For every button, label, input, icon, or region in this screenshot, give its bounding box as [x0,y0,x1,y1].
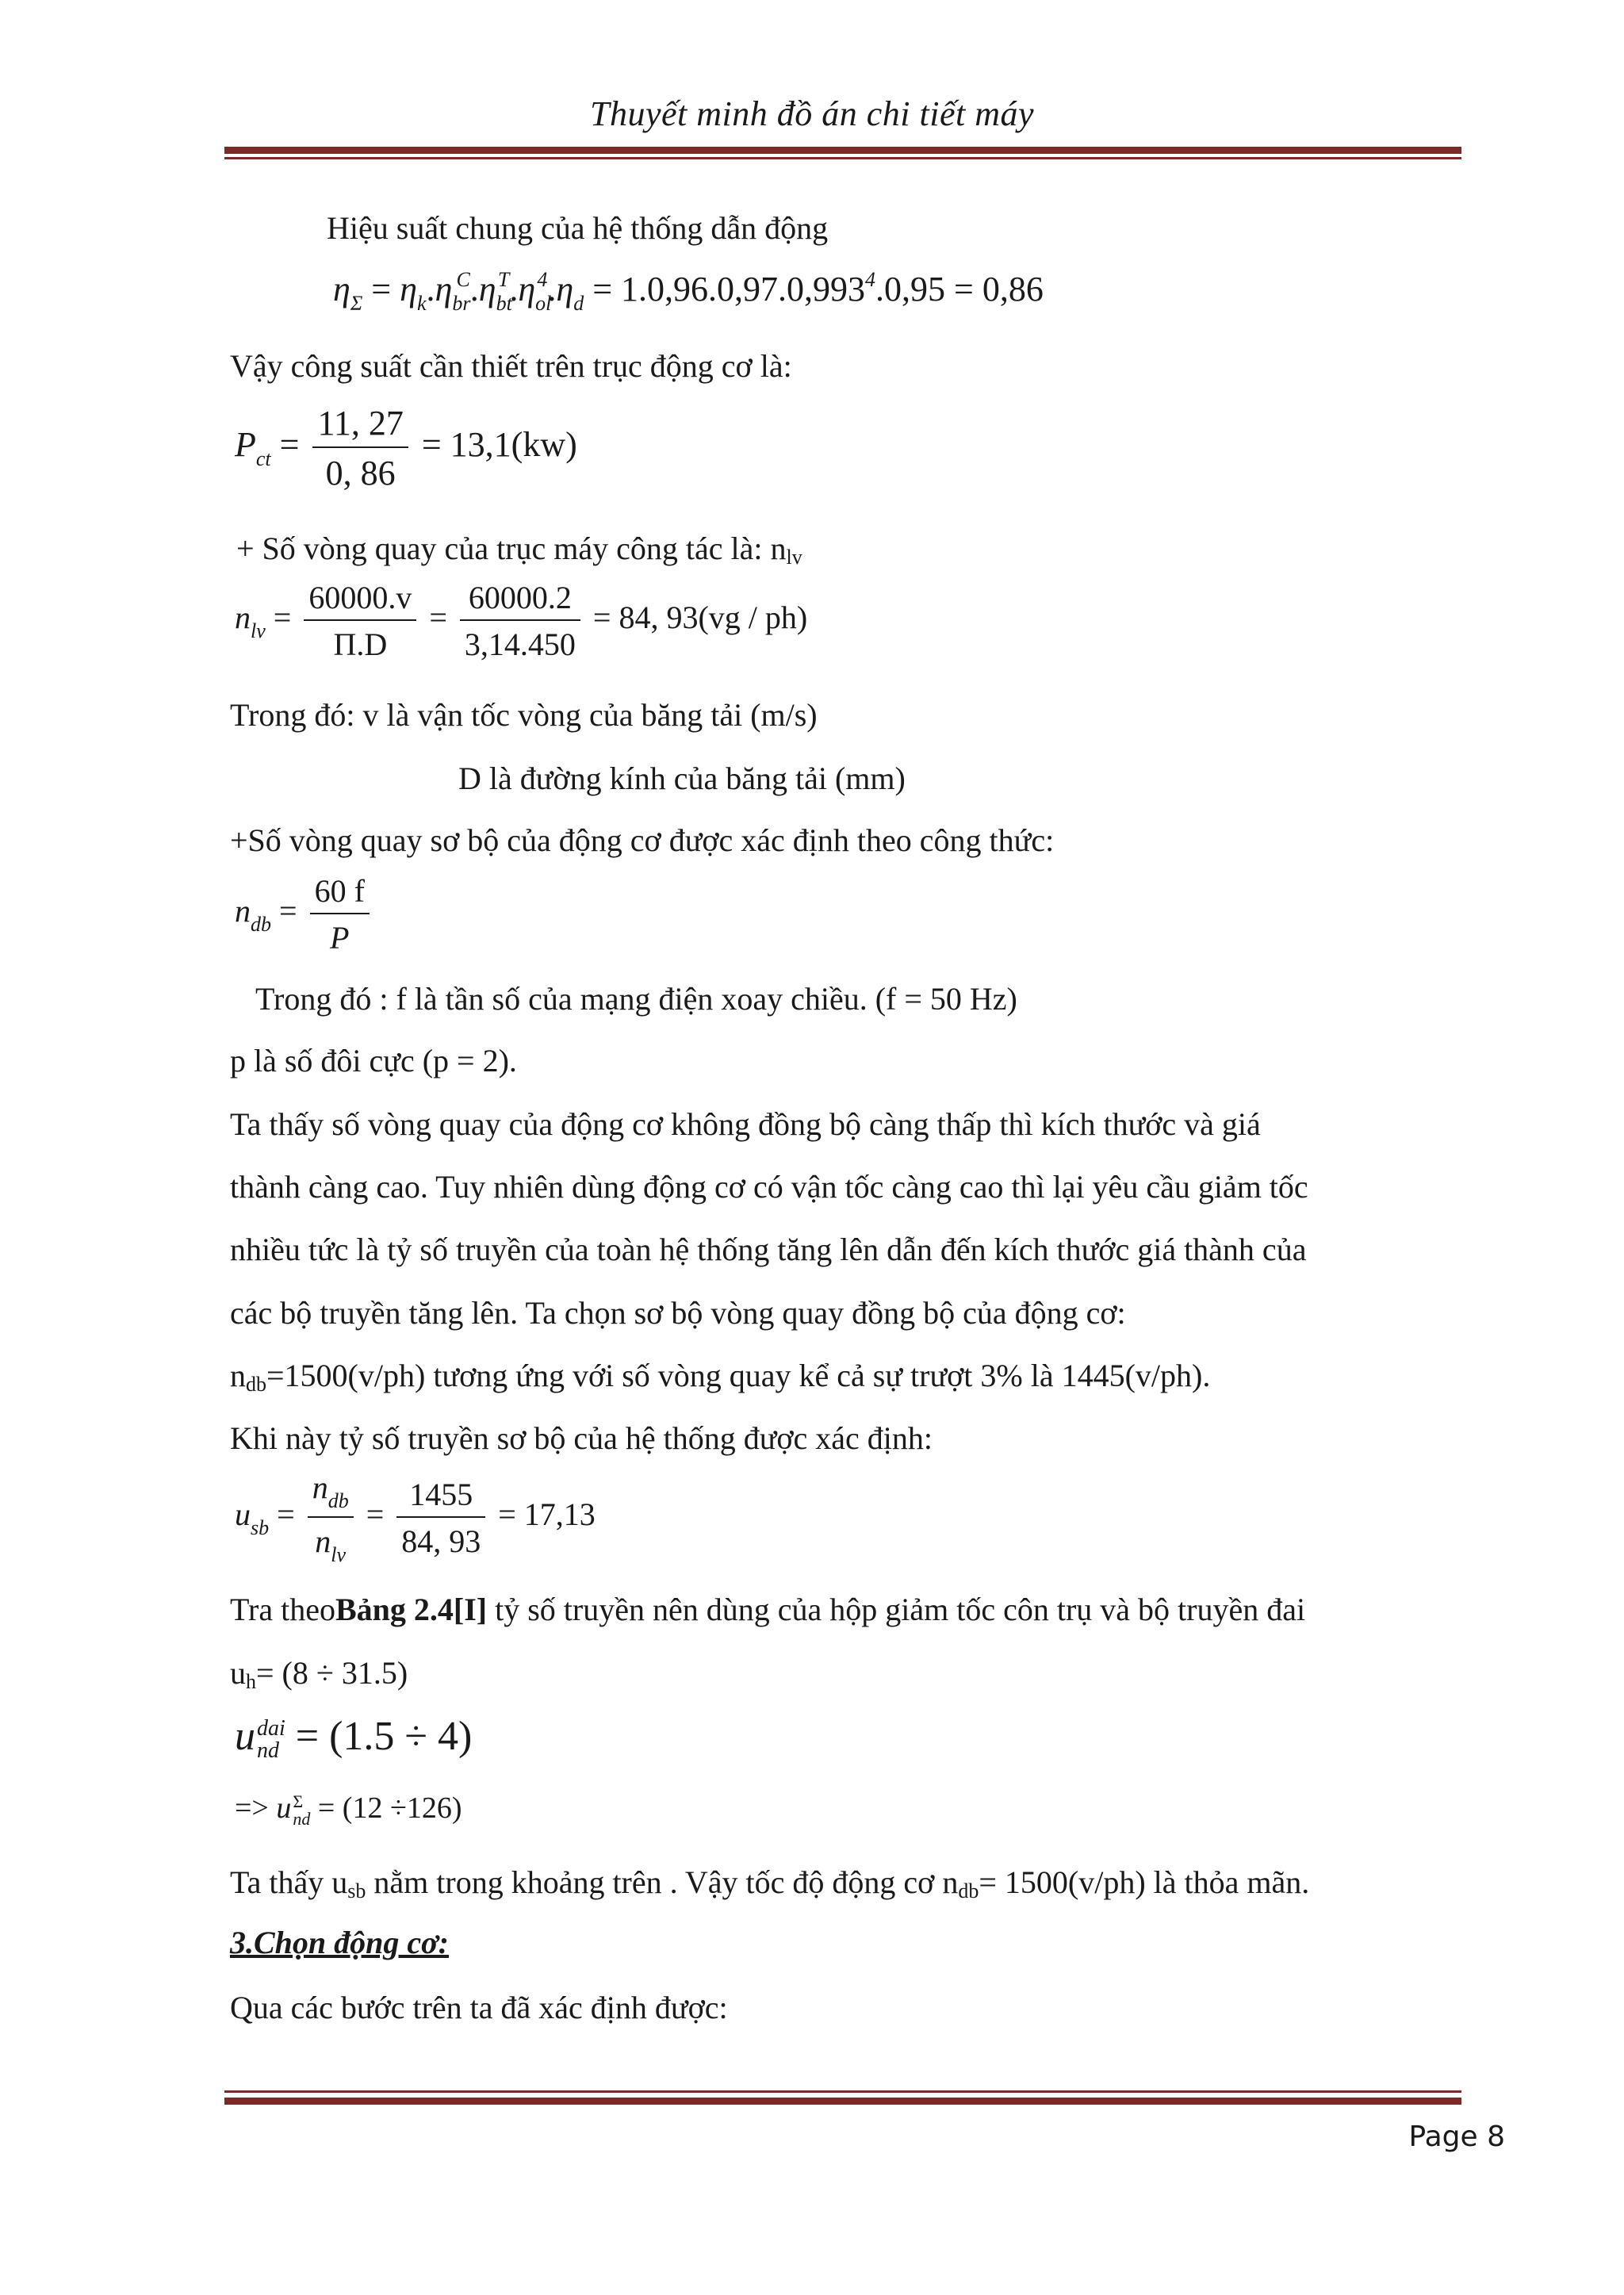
equation-power: $P_{ct}$ = $\frac{11, 27}{0, 86}$ = 13,1(kw) [235,404,577,492]
equation-efficiency: $\eta_\Sigma = \eta_k.\eta_{br}^C.\eta_{bt}^T.\eta_{ol}^4.\eta_d = 1.0,96.0,97.0,993^4.0,95 = 0,86$ [333,268,1044,315]
text-line: Qua các bước trên ta đã xác định được: [230,1990,728,2025]
equation-usb: $u_{sb}$ = $\frac{n_{db}}{n_{lv}}$ = $\frac{1455}{84, 93}$ = 17,13 [235,1469,596,1566]
text-line: Hiệu suất chung của hệ thống dẫn động [327,210,829,246]
text-line: Trong đó: v là vận tốc vòng của băng tải (m/s) [230,697,818,733]
text-line: thành càng cao. Tuy nhiên dùng động cơ có vận tốc càng cao thì lại yêu cầu giảm tốc [230,1169,1308,1205]
footer-rule [224,2098,1461,2105]
equation-nlv: $n_{lv}$ = $\frac{60000.v}{\Pi.D}$ = $\frac{60000.2}{3,14.450}$ = 84, 93(vg / ph) [235,580,808,662]
section-heading: 3.Chọn động cơ: [230,1925,449,1960]
text-line: ndb=1500(v/ph) tương ứng với số vòng quay kể cả sự trượt 3% là 1445(v/ph). [230,1358,1211,1396]
text-line: uh= (8 ÷ 31.5) [230,1655,408,1693]
text-line: nhiều tức là tỷ số truyền của toàn hệ thống tăng lên dẫn đến kích thước giá thành của [230,1232,1307,1267]
header-rule [224,147,1461,154]
text-line: + Số vòng quay của trục máy công tác là: nlv [236,531,802,569]
equation-und-dai: u dai nd = (1.5 ÷ 4) [235,1714,473,1764]
text-line: p là số đôi cực (p = 2). [230,1043,517,1079]
page-number: Page 8 [1408,2121,1505,2153]
text-line: +Số vòng quay sơ bộ của động cơ được xác định theo công thức: [230,822,1055,858]
equation-usum: => u Σ nd = (12 ÷126) [235,1791,462,1829]
text-line: Khi này tỷ số truyền sơ bộ của hệ thống được xác định: [230,1420,933,1456]
text-line: Ta thấy usb nằm trong khoảng trên . Vậy tốc độ động cơ ndb= 1500(v/ph) là thỏa mãn. [230,1864,1310,1902]
text-line: D là đường kính của băng tải (mm) [458,761,906,796]
header-rule-thin [224,157,1461,159]
text-line: Tra theoBảng 2.4[I] tỷ số truyền nên dùng của hộp giảm tốc côn trụ và bộ truyền đai [230,1592,1306,1627]
text-line: Ta thấy số vòng quay của động cơ không đồng bộ càng thấp thì kích thước và giá [230,1106,1261,1142]
equation-ndb: $n_{db}$ = $\frac{60 f}{P}$ [235,872,374,956]
text-line: Vậy công suất cần thiết trên trục động cơ là: [230,348,792,384]
text-line: Trong đó : f là tần số của mạng điện xoay chiều. (f = 50 Hz) [255,981,1017,1017]
header-title: Thuyết minh đồ án chi tiết máy [589,94,1034,133]
footer-rule-thin [224,2090,1461,2093]
text-line: các bộ truyền tăng lên. Ta chọn sơ bộ vòng quay đồng bộ của động cơ: [230,1295,1126,1331]
